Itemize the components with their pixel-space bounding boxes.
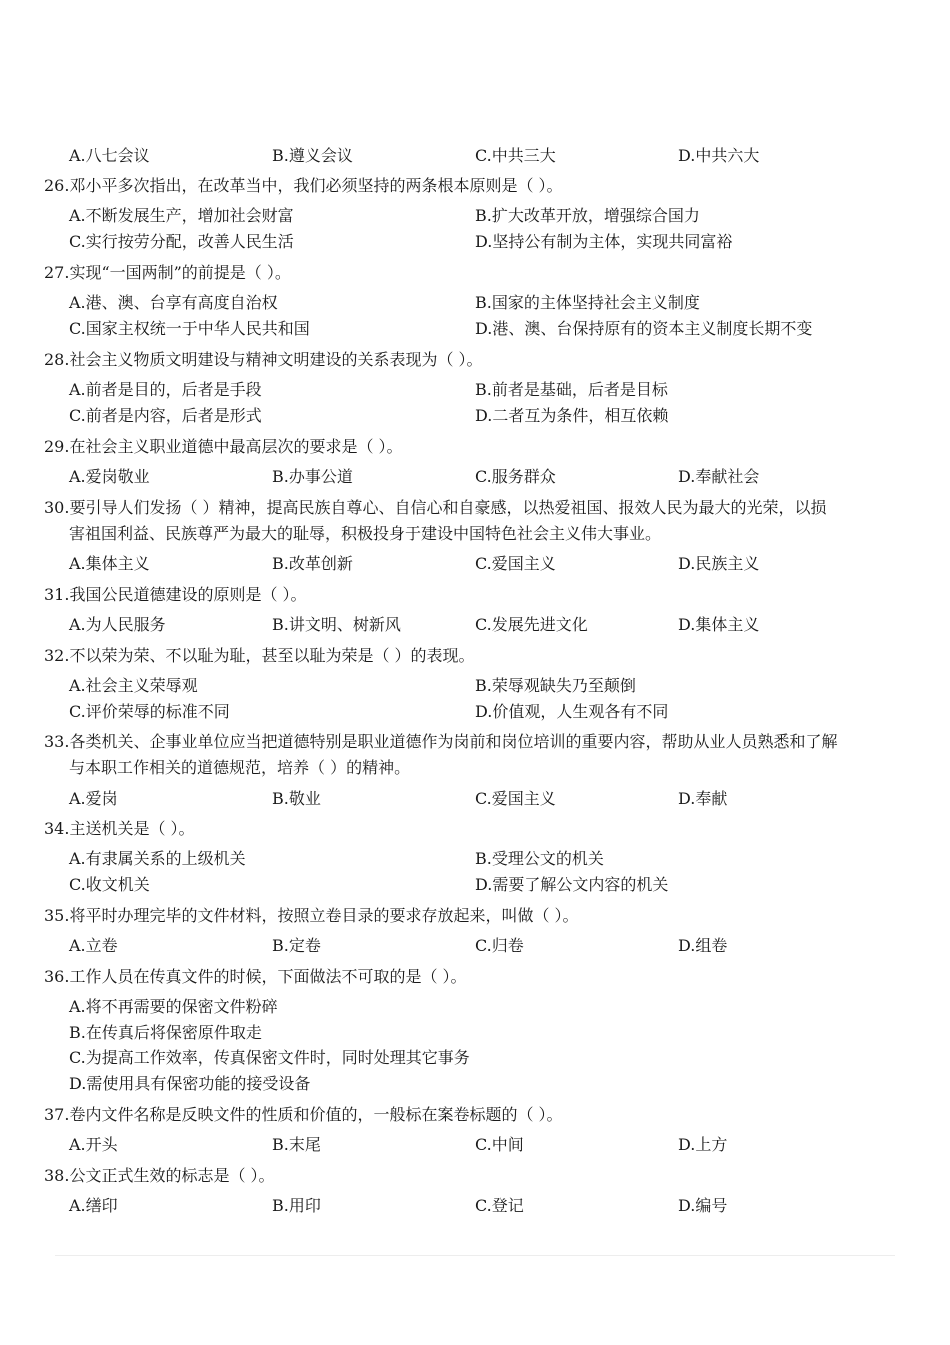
option-d: D.上方 xyxy=(678,1135,728,1154)
option-a: A.将不再需要的保密文件粉碎 xyxy=(69,997,278,1016)
option-a: A.有隶属关系的上级机关 xyxy=(69,849,246,868)
option-c: C.前者是内容，后者是形式 xyxy=(69,406,262,425)
option-d: D.价值观，人生观各有不同 xyxy=(475,702,669,721)
option-b: B.末尾 xyxy=(272,1135,321,1154)
option-a: A.前者是目的，后者是手段 xyxy=(69,380,262,399)
option-c: C.归卷 xyxy=(475,936,524,955)
option-c: C.爱国主义 xyxy=(475,554,556,573)
option-b: B.在传真后将保密原件取走 xyxy=(69,1023,262,1042)
option-d: D.中共六大 xyxy=(678,146,760,165)
question-36-stem: 36.工作人员在传真文件的时候，下面做法不可取的是（ ）。 xyxy=(44,967,467,986)
option-d: D.组卷 xyxy=(678,936,728,955)
option-a: A.为人民服务 xyxy=(69,615,166,634)
question-31-stem: 31.我国公民道德建设的原则是（ ）。 xyxy=(44,585,307,604)
option-c: C.中间 xyxy=(475,1135,524,1154)
option-d: D.集体主义 xyxy=(678,615,760,634)
option-a: A.开头 xyxy=(69,1135,118,1154)
option-a: A.爱岗敬业 xyxy=(69,467,150,486)
option-b: B.前者是基础，后者是目标 xyxy=(475,380,668,399)
option-c: C.为提高工作效率，传真保密文件时，同时处理其它事务 xyxy=(69,1048,470,1067)
option-c: C.服务群众 xyxy=(475,467,556,486)
option-c: C.登记 xyxy=(475,1196,524,1215)
option-a: A.立卷 xyxy=(69,936,118,955)
option-c: C.爱国主义 xyxy=(475,789,556,808)
question-37-stem: 37.卷内文件名称是反映文件的性质和价值的，一般标在案卷标题的（ ）。 xyxy=(44,1105,563,1124)
option-a: A.港、澳、台享有高度自治权 xyxy=(69,293,278,312)
question-27-stem: 27.实现“一国两制”的前提是（ ）。 xyxy=(44,263,291,282)
question-33-stem-continued: 与本职工作相关的道德规范，培养（ ）的精神。 xyxy=(69,758,411,777)
question-30-stem-continued: 害祖国利益、民族尊严为最大的耻辱，积极投身于建设中国特色社会主义伟大事业。 xyxy=(69,524,662,543)
option-a: A.八七会议 xyxy=(69,146,150,165)
option-d: D.奉献社会 xyxy=(678,467,760,486)
option-a: A.爱岗 xyxy=(69,789,118,808)
question-29-stem: 29.在社会主义职业道德中最高层次的要求是（ ）。 xyxy=(44,437,403,456)
question-26-stem: 26.邓小平多次指出，在改革当中，我们必须坚持的两条根本原则是（ ）。 xyxy=(44,176,563,195)
option-b: B.受理公文的机关 xyxy=(475,849,604,868)
option-b: B.定卷 xyxy=(272,936,321,955)
question-28-stem: 28.社会主义物质文明建设与精神文明建设的关系表现为（ ）。 xyxy=(44,350,483,369)
option-c: C.发展先进文化 xyxy=(475,615,588,634)
option-c: C.评价荣辱的标准不同 xyxy=(69,702,230,721)
option-b: B.办事公道 xyxy=(272,467,353,486)
option-c: C.国家主权统一于中华人民共和国 xyxy=(69,319,310,338)
option-b: B.用印 xyxy=(272,1196,321,1215)
option-c: C.收文机关 xyxy=(69,875,150,894)
option-a: A.不断发展生产，增加社会财富 xyxy=(69,206,294,225)
option-b: B.敬业 xyxy=(272,789,321,808)
option-d: D.编号 xyxy=(678,1196,728,1215)
option-b: B.改革创新 xyxy=(272,554,353,573)
option-c: C.实行按劳分配，改善人民生活 xyxy=(69,232,294,251)
option-b: B.荣辱观缺失乃至颠倒 xyxy=(475,676,636,695)
option-d: D.港、澳、台保持原有的资本主义制度长期不变 xyxy=(475,319,813,338)
question-35-stem: 35.将平时办理完毕的文件材料，按照立卷目录的要求存放起来，叫做（ ）。 xyxy=(44,906,579,925)
option-d: D.需使用具有保密功能的接受设备 xyxy=(69,1074,311,1093)
option-d: D.民族主义 xyxy=(678,554,760,573)
option-a: A.集体主义 xyxy=(69,554,150,573)
question-30-stem: 30.要引导人们发扬（ ）精神，提高民族自尊心、自信心和自豪感，以热爱祖国、报效人民为最大的光荣，以损 xyxy=(44,498,827,517)
option-b: B.国家的主体坚持社会主义制度 xyxy=(475,293,700,312)
option-a: A.社会主义荣辱观 xyxy=(69,676,198,695)
question-33-stem: 33.各类机关、企事业单位应当把道德特别是职业道德作为岗前和岗位培训的重要内容，帮助从业人员熟悉和了解 xyxy=(44,732,838,751)
option-b: B.遵义会议 xyxy=(272,146,353,165)
footer-divider xyxy=(55,1255,895,1256)
option-d: D.需要了解公文内容的机关 xyxy=(475,875,669,894)
question-34-stem: 34.主送机关是（ ）。 xyxy=(44,819,195,838)
option-b: B.讲文明、树新风 xyxy=(272,615,401,634)
question-32-stem: 32.不以荣为荣、不以耻为耻，甚至以耻为荣是（ ）的表现。 xyxy=(44,646,475,665)
option-d: D.坚持公有制为主体，实现共同富裕 xyxy=(475,232,733,251)
option-d: D.二者互为条件，相互依赖 xyxy=(475,406,669,425)
option-a: A.缮印 xyxy=(69,1196,118,1215)
question-38-stem: 38.公文正式生效的标志是（ ）。 xyxy=(44,1166,275,1185)
option-c: C.中共三大 xyxy=(475,146,556,165)
option-d: D.奉献 xyxy=(678,789,728,808)
option-b: B.扩大改革开放，增强综合国力 xyxy=(475,206,700,225)
